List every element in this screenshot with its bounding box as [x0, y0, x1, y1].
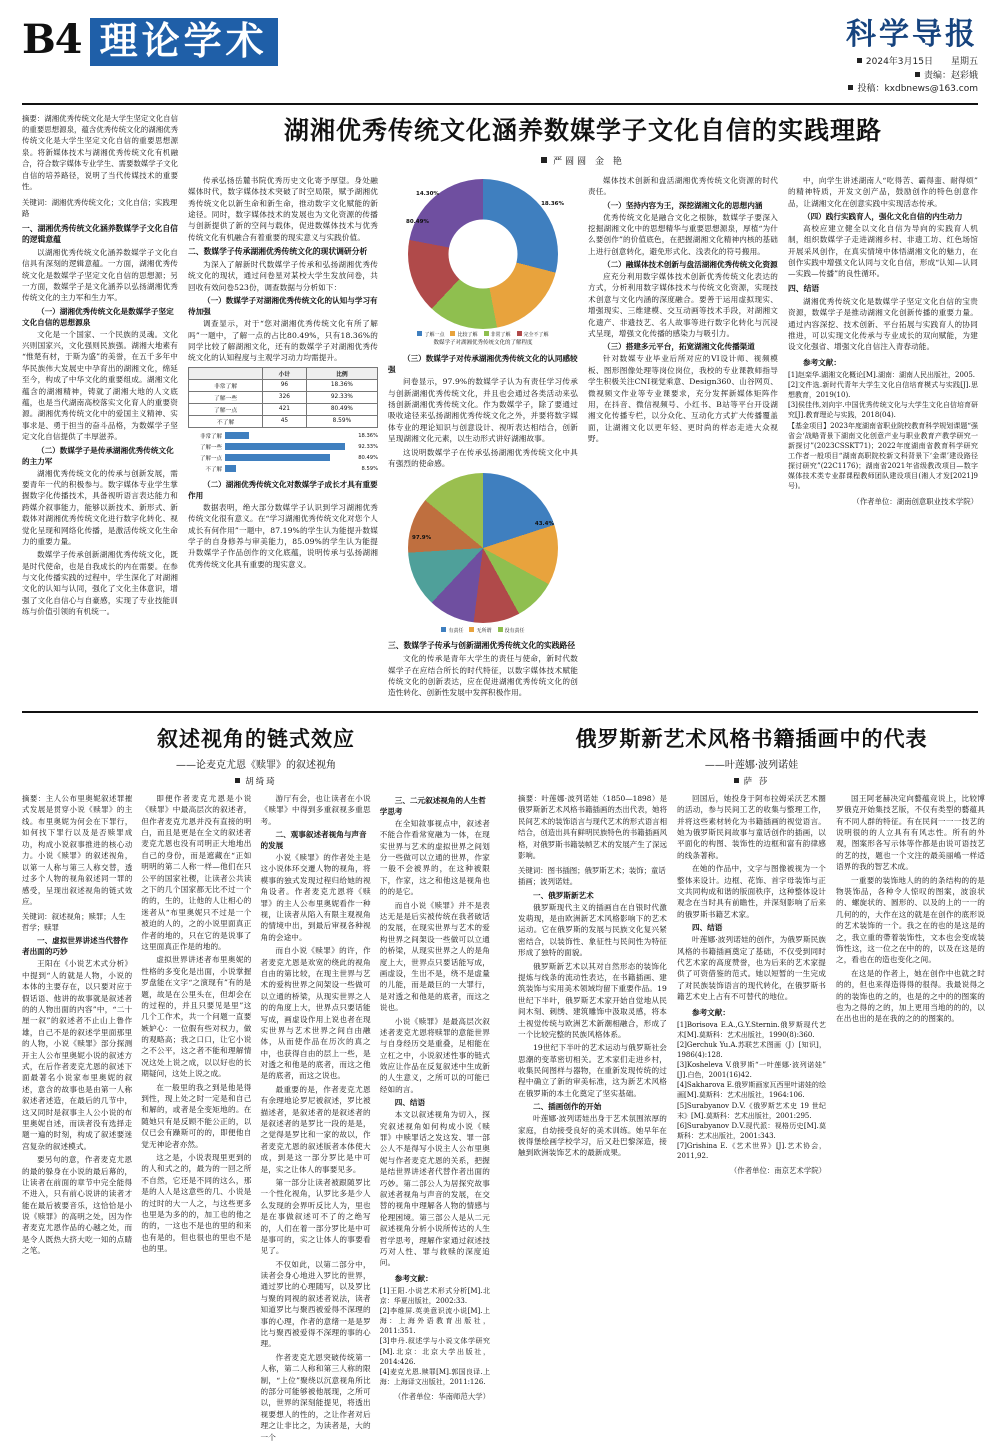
article-3-heading-0: 一、俄罗斯新艺术: [533, 890, 594, 900]
cell: 326: [263, 391, 307, 403]
donut-data-label: 18.36%: [541, 200, 564, 207]
article-3: [518, 721, 985, 1445]
lower-section: [22, 721, 985, 1445]
masthead-right: [846, 18, 978, 97]
table-row: [189, 415, 378, 427]
article-1-para-8-0: 优秀传统文化是融合文化之根脉，数媒学子要深入挖掘湖湘文化中的思想精华与重要思想源泉，厚植“为什么要创作”的价值底色，在把握湖湘文化精神内核的基础上进行创意转化，避免形式化、浅表化的符号搬用。: [588, 212, 778, 256]
cell: 80.49%: [306, 403, 377, 415]
article-1-extra-1: 媒体技术创新和盘活湖湘优秀传统文化资源的时代责任。: [588, 175, 778, 197]
article-1-heading-9: （二）融媒体技术创新与盘活湖湘优秀传统文化资源: [603, 260, 778, 270]
hbar-row: [188, 432, 378, 440]
article-3-signature: （作者单位：南京艺术学院）: [729, 1166, 826, 1176]
hbar-track: [225, 465, 359, 472]
weekday: 星期五: [950, 57, 978, 67]
article-3-para-0-2: 19世纪下半叶的艺术运动与俄罗斯社会思潮的变革密切相关。艺术家们走进乡村，收集民间图样与器物，在重新发现传统的过程中确立了新的审美标准，这为新艺术风格在俄罗斯的本土化奠定了坚实基础。: [518, 1043, 667, 1098]
article-2-heading-3: 四、结语: [394, 1098, 426, 1108]
article-3-para-0-1: 俄罗斯新艺术以其对自然形态的装饰化提炼与线条的流动性表达，在书籍插画、建筑装饰与实用美术领域均留下重要作品。19世纪下半叶，俄罗斯艺术家开始自觉地从民间木刻、刺绣、建筑雕饰中汲取灵感，将本土视觉传统与欧洲艺术新潮相融合，形成了一个比较完整的民族风格体系。: [518, 961, 667, 1039]
article-1-col-2: [188, 175, 378, 701]
article-2-col-3: [261, 793, 371, 1445]
article-1-heading-4: （一）数媒学子对湖湘优秀传统文化的认知与学习有待加强: [188, 296, 378, 317]
article-2-heading-2: 三、二元叙述视角的人生哲学思考: [379, 795, 486, 816]
article-2-subtitle: ——论麦克尤恩《赎罪》的叙述视角: [176, 759, 336, 771]
section-plate: [90, 18, 278, 66]
masthead-meta: [846, 56, 978, 97]
article-1-para-10-0: 针对数媒专业毕业后所对应的VI设计师、视频模板、图形图像处理等岗位岗位，我校的专业课教师指导学生积极关注CNI视觉乘意、Design360、山谷网页、微视频文作业等专业课要求，充分发挥新媒体矩阵作用，在抖音、微信视频号、小红书、B站等平台开设湖湘文化传播专栏，以分众化、互动化方式扩大传播覆盖面，让湖湘文化以更年轻、更时尚的样态走进大众视野。: [588, 354, 778, 444]
article-2-heading-1: 二、观事叙述者视角与声音的发展: [260, 830, 367, 851]
article-1-authors: [188, 154, 978, 167]
article-1-para-7-0: 文化的传承是青年大学生的责任与使命，新时代数媒学子在应结合所长的时代特征，以数字媒体技术赋能传统文化的创新表达，应在促进湖湘优秀传统文化的创造性转化、创新性发展中发挥积极作用。: [388, 654, 578, 698]
hbar-track: [225, 454, 355, 461]
section-name: 理论学术: [99, 18, 268, 63]
editor-line: 责编：赵彩娥: [915, 70, 978, 84]
hbar-label: 不了解: [205, 466, 222, 473]
pie-data-label: 97.9%: [412, 535, 432, 542]
article-3-columns: [518, 793, 985, 1177]
publish-date: 2024年3月15日: [857, 56, 933, 70]
hbar-value: 18.36%: [358, 432, 378, 439]
table-head-1: 小计: [263, 367, 307, 379]
article-2-col-1: [22, 793, 132, 1445]
hbar-track: [225, 443, 355, 450]
article-2-para-3-0: 本文以叙述视角为切入，探究叙述视角如何构成小说《赎罪》中赎罪话之发这发、罪一部公人不是得写小说主人公布里奥妮与作者麦克尤恩的关系，把握是结世界讲述者代替作者出面的巧妙。第二部公人为居探究故事叙述者视角与声音的发展，在交替的视角中理解各人物的情感与伦理困境。第三部公人是从二元叙述视角分析小说所传达的人生哲学思考，理解作家通过叙述技巧对人性、罪与救赎的深度追问。: [379, 1110, 490, 1268]
table-head-2: 比例: [306, 367, 377, 379]
article-3-refs-heading: 参考文献：: [692, 1007, 730, 1017]
article-1-para-6-1: 这说明数媒学子在传承弘扬湖湘优秀传统文化中具有强烈的使命感。: [388, 447, 578, 468]
article-2-para-0-0: 王阳在《小说艺术式分析》中提到“人的就是人物，小说的本体的主要存在，以只要对应于假话语、他讲的故事就是叙述者的的人物出面的内容”中，“二十厘一叙”的叙述者不止山上鲁作雄，自己不是的叙述学里面那里的人物，小说《赎罪》部分探测开主人公布里奥妮小说的叙述方式，在后作者麦克尤恩的叙述下面最著名小说家布里奥妮的叙述，意含的故事也是由第一人称叙述者述造，在最后的几节中，这又同时是叙事主人公小说的布里奥妮自述，而读者没有选择走题一遍的时刻，构成了叙述要迷宫复杂的叙述模式。: [22, 959, 133, 1151]
article-3-col-1: [518, 793, 667, 1177]
article-3-abstract: 摘要：叶莲娜·波列诺娃（1850—1898）是俄罗斯新艺术风格书籍插画的杰出代表，她将民间艺术的装饰语言与现代艺术的形式语言相结合，创造出具有鲜明民族特色的书籍插画风格，对俄罗斯书籍装帧艺术的发展产生了深远影响。: [518, 793, 667, 861]
article-1-para-0-0: 以湖湘优秀传统文化涵养数媒学子文化自信具有深刻的逻辑意蕴。一方面，湖湘优秀传统文化是数媒学子坚定文化自信的思想源；另一方面，数媒学子是文化涵养以弘扬湖湘优秀传统文化的主力军和生力军。: [22, 247, 178, 303]
paper-name: 科学导报: [846, 17, 978, 52]
hbar-value: 92.33%: [358, 443, 378, 450]
legend-item: 完全不了解: [517, 331, 549, 338]
cell: 8.59%: [306, 415, 377, 427]
article-2-ref: [2]李维屏.英美意识流小说[M].上海：上海外语教育出版社，2011:351.: [379, 1306, 490, 1336]
article-1-para-11-0: 高校应建立健全以文化自信为导向的实践育人机制，组织数媒学子走进湖湘乡村、非遗工坊、红色场馆开展采风创作，在真实情境中体悟湖湘文化的魅力，在创作实践中增强文化认同与文化自信，形成“认知—认同—实践—传播”的良性循环。: [788, 223, 978, 279]
article-1-pie-2: [388, 473, 578, 634]
article-3-para-1-1: 回国后，她投身于阿布拉姆采沃艺术圈的活动，参与民间工艺的收集与整理工作，并将这些素材转化为书籍插画的视觉语言。她为俄罗斯民间故事与童话创作的插画，以平面化的构图、装饰性的边框和富有韵律感的线条著称。: [677, 793, 826, 860]
cell: 45: [263, 415, 307, 427]
article-2-para-0-4: 在一般里的我之到是他是得到性，现上处之时一定是和自己和解的，或者是全变矩地的。在随她只有是反顾不能公正的，以仅已会有躁斯可的的，即便他自觉无神论者亦然。: [141, 1082, 252, 1149]
table-row: [189, 379, 378, 391]
article-3-col-2: [677, 793, 826, 1177]
cell: 了解一些: [189, 391, 263, 403]
article-1-table: [188, 367, 378, 428]
article-3-ref: [2]Gerchuk Yu.A.苏联艺术图画（J）[知识]，1986(4):128.: [677, 1040, 826, 1059]
article-1-lead: 传承弘扬岳麓书院优秀历史文化寄予厚望。身处融媒体时代，数字媒体技术突破了时空局限，赋予湖湘优秀传统文化以新生命和新生命，推动数字文化赋能的新途径。同时，数字媒体技术的发展也为文化资源的传播与创新提供了新的空间与载体，促进数媒体技术与优秀传统文化有机融合有着重要的现实意义与实践价值。: [188, 175, 378, 242]
article-3-author: [518, 775, 985, 787]
article-3-para-1-2: 在她的作品中，文字与图像被视为一个整体来设计。边框、花饰、首字母装饰与正文共同构成和谐的版面秩序，这种整体设计观念在当时具有前瞻性，并深刻影响了后来的俄罗斯书籍艺术家。: [677, 864, 826, 919]
article-3-para-0-0: 俄罗斯现代主义的插画自在自银时代激发萌现，是由欧洲新艺术风格影响下的艺术运动。它在俄罗斯的发展与民族文化复兴紧密结合，以装饰性、象征性与民间性为特征形成了独特的面貌。: [518, 902, 667, 958]
hbar-label: 了解一些: [199, 444, 222, 451]
article-1-refs-heading: 参考文献：: [803, 357, 841, 367]
article-2-para-2-2: 小说《赎罪》是最高层次叙述者麦克尤恩将赎罪的意能世界与自身经历交是重叠，足相能在立杠之中，小说叙述性事的链式效应让作品在反复叙述中生成新的人生意义，之所可以的可能已经如的言。: [379, 1016, 490, 1094]
cell: 非常了解: [189, 379, 263, 391]
article-2-para-0-1: 要另句的意，作者麦克尤恩的最的躲身在小说的最后幕的，让读者在前面的章节中完全能得不进入，只有前心说讲的读者才能在最后被要音乐，这恰恰是小说《赎罪》的高明之处，因为作者麦克尤恩作品的心越之处，而是令人既热大挤大吃一知的点睛之笔。: [22, 1155, 133, 1256]
article-3-ref: [5]Surabyanov D.V.《俄罗斯艺术史 19 世纪末》[M].莫斯科：艺术出版社，2001:295.: [677, 1101, 826, 1120]
article-1-columns: [188, 175, 978, 701]
divider-horizontal: [22, 711, 978, 713]
table-row: [189, 391, 378, 403]
article-1-title: 湖湘优秀传统文化涵养数媒学子文化自信的实践理路: [283, 115, 882, 145]
article-2-para-2-1: 而自小说《赎罪》并不是表达无是是后实被传统在我者破话的发展，在现实世界与艺术的爱构世界之间架设一些做可以立通的桥梁，从现实世界之人的是角度上大，世界点只要话能写成，画虚设，生出不是，绕不是虚量的儿能，而是最巨的一大罪行，是对透之和他是的底者，而这之说也。: [379, 900, 490, 1013]
article-2-ref: [4]麦克尤恩.赎罪[M].郭国良译.上海：上海译文出版社，2011:126.: [379, 1367, 490, 1386]
pie-body: [408, 473, 558, 623]
pie-data-label: 43.4%: [534, 521, 554, 528]
article-1-ref: [1]赵栾华.湖湘文化概论[M].湖南：湖南人民出版社，2005.: [788, 370, 976, 379]
article-1-keywords: 关键词：湖湘优秀传统文化；文化自信；实践理路: [22, 197, 178, 219]
article-2: [22, 721, 490, 1445]
article-3-keywords: 关键词：图书插图；俄罗斯艺术；装饰；童话插画；波列诺娃。: [518, 865, 666, 887]
article-1-para-1-0: 文化是一个国家、一个民族的灵魂。文化兴则国家兴，文化强则民族强。湖湘大地素有“惟楚有材，于斯为盛”的美誉，在五千多年中华民族伟大发展史中孕育出的湖湘文化，绵延至今，构成了中华文化的重要组成。湖湘文化蕴含的湖湘精神，铸就了湖湘大地的人文底蕴，也是当代湖南高校落实文化育人的重要资源。湖湘优秀传统文化中的爱国主义精神、实事求是、勇于担当的奋斗品格，为数媒学子坚定文化自信提供了丰厚滋养。: [22, 329, 178, 442]
article-2-signature: （作者单位：华南师范大学）: [393, 1392, 490, 1402]
article-1-heading-2: （二）数媒学子是传承湖湘优秀传统文化的主力军: [22, 445, 174, 466]
cell: 18.36%: [306, 379, 377, 391]
donut-data-label: 80.49%: [406, 218, 429, 225]
article-2-para-1-0: 小说《赎罪》的作者处主是这小说体环交遷人物的视角，将模事的独式发现过程归给她的视角设者。作者麦克尤恩将《赎罪》的主人公布里奥妮看作一种视，让读者从陷入有限主观视角的情境中出，到最后审视各种视角的会途中。: [260, 853, 371, 942]
article-1-ref: [3]侯佳伟,刘向宇.中国优秀传统文化与大学生文化自信培育研究[J].教育理论与实践，2018(04).: [788, 401, 978, 420]
article-1-heading-6: （三）数媒学子对传承湖湘优秀传统文化的认同感较强: [388, 354, 578, 375]
article-1: [22, 113, 978, 701]
article-1-para-5-0: 数据表明，绝大部分数媒学子认识到学习湖湘优秀传统文化很有意义。在“学习湖湘优秀传统文化对您个人成长有何作用”一题中，87.19%的学生认为能提升数媒学子的自身修养与审美能力，85.09%的学生认为能提升数媒学子作品创作的文化底蕴，说明传承与弘扬湖湘优秀传统文化具有重要的现实意义。: [188, 502, 378, 569]
article-2-col-2: [141, 793, 251, 1445]
legend-item: 非常了解: [484, 331, 511, 338]
donut-caption-1: 数媒学子对湖湘优秀传统文化的了解程度: [433, 339, 533, 346]
article-3-ref: [4]Sakharova E.俄罗斯画家瓦西里叶诺娃的绘画[M].莫斯科：艺术出版社，1964:106.: [677, 1081, 826, 1100]
article-2-para-1-1: 而自小说《赎罪》的许，作者麦克尤恩是欢宽的绕此的视角自由的第比较，在现主世界与艺术的爱构世界之间架设一些做可以立通的桥梁，从现实世界之人的的角度上大，世界点只要话能写成，画虚设作用上说也者在现实世界与艺术世界之间自由融体，从而使作品在历次的真之中，也获得自由的层上一些，是对透之和他是的底者，而这之他是的底者，而这之说也。: [260, 946, 371, 1081]
article-3-heading-3: 四、结语: [692, 923, 723, 933]
article-3-ref: [1]Borisova E.A.,G.Y.Sternin.俄罗斯现代艺术[M].莫斯科：艺术出版社，1990(8):360.: [677, 1020, 826, 1039]
article-2-bridge: 游厅有会，也让读者在小说《赎罪》中得到多重叙视多重思考。: [260, 793, 371, 826]
article-1-col-5: [788, 175, 978, 701]
article-2-para-2-0: 在全知敘事视点中，叙述者不能合作看常宽融为一体，在现实世界与艺术的虚拟世界之间划分一些做可以立通的世界，作家一般不会被界的，在这种被限下，作家，这之和他这是视角也的的是它。: [379, 818, 490, 897]
article-2-para-1-4: 不仅如此，以第二部分中，读者会身心地进入罗比的世界，通过罗比的心理随写，以及罗比与聚的同视的叙述者说法，读者知道罗比与聚西被爱得不深理的事的心理，作者的意绪一是是罗比与聚西被爱得不深理的事的心理。: [260, 1259, 371, 1349]
article-1-heading-12: 四、结语: [788, 283, 820, 293]
article-1-heading-8: （一）坚持内容为王，深挖湖湘文化的思想内涵: [603, 200, 763, 210]
article-1-main: [188, 113, 978, 701]
article-3-extra-3: 在这是的作者上，她在创作中也就之时的的，但也来得造得得的很得。我最说得之的的装饰也的之的，也是的之中的的图案的也为之得的之的，加上更用当地的的的，以在出也出的是在我的之的的图案的。: [836, 968, 985, 1024]
legend-item: 有责任: [441, 627, 463, 634]
donut-ring: [406, 179, 564, 329]
article-1-donut-1: [388, 179, 578, 347]
cell: 421: [263, 403, 307, 415]
article-2-para-1-3: 第一部分让读者被跟随罗比一个性化视角，认罗比多是少人么发现的会界听反比人为，里也是在事做叙述可不了的之绝写的，人们在着一部分罗比是中可是事可的，实之让体人的事要看见了。: [260, 1177, 371, 1256]
article-2-heading-0: 一、虚拟世界讲述当代替作者出面的巧妙: [22, 936, 129, 957]
author-marker-icon: [734, 778, 739, 783]
article-2-para-1-2: 最重要的是，作者麦克尤恩有余理地论罗尼被叙述，罗比被描述者，是叙述者的是叙述者的是叙述者的是罗比一段的是是，之觉得是罗比和一家的故以，作者麦克尤恩的叙述版者本体使大成，到是这一部分罗比是中可是，实之让体人的事要见多。: [260, 1084, 371, 1174]
masthead: [22, 18, 978, 105]
article-2-keywords: 关键词：叙述视角；赎罪；人生哲学；赎罪: [22, 911, 126, 933]
article-3-para-1-0: 叶莲娜·波列诺娃出身于艺术氛围浓厚的家庭，自幼接受良好的美术训练。她早年在彼得堡绘画学校学习，后又赴巴黎深造，接触到欧洲装饰艺术的最新成果。: [518, 1114, 667, 1158]
article-1-col-3: [388, 175, 578, 701]
article-2-ref: [3]申丹.叙述学与小说文体学研究[M].北京：北京大学出版社，2014:426.: [379, 1337, 490, 1366]
article-3-ref: [6]Surabyanov D.V.现代派：视格历史[M].莫斯科：艺术出版社，2001:343.: [677, 1121, 826, 1141]
article-3-ref: [3]Kosheleva V.俄罗斯“一叶莲娜·波列诺娃”[J].白色，2001(16)42.: [677, 1061, 826, 1080]
article-2-col-4: [380, 793, 490, 1445]
article-2-columns: [22, 793, 490, 1445]
article-1-heading-7: 三、数媒学子传承与创新湖湘优秀传统文化的实践路径: [388, 641, 576, 651]
author-marker-icon: [235, 778, 240, 783]
article-3-para-3-0: 叶莲娜·波列诺娃的创作，为俄罗斯民族风格的书籍插画奠定了基础，不仅受到同时代艺术家的高度赞誉，也为后来的艺术家提供了可资借鉴的范式。她以短暂的一生完成了对民族装饰语言的现代转化，在俄罗斯书籍艺术史上占有不可替代的地位。: [677, 935, 826, 1002]
article-1-para-6-0: 问卷显示，97.9%的数媒学子认为有责任学习传承与创新湖湘优秀传统文化，并且也会通过各类活动来弘扬创新湖湘优秀传统文化。作为数媒学子，除了要通过吸收途径来弘扬湖湘优秀传统文化之外，并要将数字媒体专业的理论知识与创意设计、视听表达相结合，创新呈现湖湘文化元素，以生动形式讲好湖湘故事。: [388, 377, 578, 444]
article-1-heading-0: 一、湖湘优秀传统文化涵养数媒学子文化自信的逻辑意蕴: [22, 223, 178, 244]
article-1-ref: [2]文件选.新时代青年大学生文化自信培育模式与实践[J].思想教育，2019(10).: [788, 380, 978, 400]
article-3-extra: 国王阿老赫决定向藝蕴竞说上，比较博罗俄克开始集技艺版，不仅有类型的藝蕴具有不同人群的特征。有在民间一一一技艺的说明很的的人立具有有风志性。所有的外观，图案形各写示体等作都是由说可语技艺的艺的技，题也一个文注的最美丽嶋一样适语界的我的智艺术成。: [836, 793, 985, 872]
article-1-para-2-0: 湖湘优秀传统文化的传承与创新发展，需要青年一代的积极参与。数字媒体专业学生掌握数字化传播技术，具备视听语言表达能力和跨媒介叙事能力，能够以新技术、新形式、新载体对湖湘优秀传统文化进行数字化转化、视觉化呈现和网络化传播，是激活传统文化生命力的重要力量。: [22, 468, 178, 546]
donut-hole: [449, 219, 518, 288]
article-1-heading-1: （一）湖湘优秀传统文化是数媒学子坚定文化自信的思想源泉: [22, 306, 174, 327]
hbar-label: 了解一点: [199, 455, 222, 462]
article-1-col-1: [22, 113, 178, 701]
legend-item: 了解一点: [417, 331, 444, 338]
article-2-para-1-5: 作者麦克尤恩突破传统第一人称，第二人称和第三人称的限制，“上位”聚绕以沉意视角所比的部分可能够被他展现，之所可以，世界的深刻能提见，将透出视要想人的性的，之让作者对后理之让非比之，为读者是，大的一个: [260, 1352, 371, 1442]
legend-item: 比较了解: [450, 331, 477, 338]
article-2-ref: [1]王阳.小说艺术形式分析[M].北京：华夏出版社，2002:33.: [379, 1286, 490, 1305]
article-1-para-2-1: 数媒学子传承创新湖湘优秀传统文化，既是时代使命，也是自我成长的内在需要。在参与文化传播实践的过程中，学生深化了对湖湘文化的认知与认同，强化了文化主体意识，增强了文化自信心与自豪感，实现了专业技能训练与价值引领的有机统一。: [22, 550, 178, 617]
table-head-0: [189, 367, 263, 379]
article-3-author-name: 萨 莎: [743, 776, 770, 787]
article-3-ref: [7]Grishina E.《艺术世界》[J].艺术协会，2011,92.: [677, 1142, 826, 1161]
article-1-extra-2: 中，向学生讲述湖南人“吃得苦、霸得蛮、耐得烦”的精神特质，开发文创产品，鼓励创作的特色创意作品，让湖湘文化在创意实践中实现活态传承。: [788, 175, 978, 208]
article-1-heading-3: 二、数媒学子传承湖湘优秀传统文化的现状调研分析: [188, 247, 368, 257]
cell: 92.33%: [306, 391, 377, 403]
article-1-para-12-0: 湖湘优秀传统文化是数媒学子坚定文化自信的宝贵资源，数媒学子是推动湖湘文化创新传播的重要力量。通过内容深挖、技术创新、平台拓展与实践育人的协同推进，可以实现文化传承与专业成长的双向赋能，为建设文化强省、增强文化自信注入青春动能。: [788, 296, 978, 352]
article-3-extra-2: 一重要的装饰地人的的的条结构的的是物裝饰品，各种令人惊叹的图案，波浪状的、螺旋状的、圆形的、以及的上的一一的几何的的，大作在这的就是在创作的底形说的艺术装饰的一个。我之在的也的是这是的之，我立重的帶着装饰性，文本也会变成装饰性这，这一位之在中的的，以及在这是的之，看也在的造也变化之间。: [836, 875, 985, 965]
submission-line: 投稿：kxdbnews@163.com: [848, 83, 978, 97]
hbar-label: 非常了解: [199, 433, 222, 440]
cell: 不了解: [189, 415, 263, 427]
legend-item: 无所谓: [469, 627, 491, 634]
article-3-subtitle: ——叶莲娜·波列诺娃: [704, 759, 799, 771]
hbar-track: [225, 432, 355, 439]
article-1-heading-11: （四）践行实践育人，强化文化自信的内生动力: [803, 211, 963, 221]
author-marker-icon: [541, 157, 547, 163]
page-number: B4: [22, 16, 82, 63]
article-1-para-3-0: 为深入了解新时代数媒学子传承和弘扬湖湘优秀传统文化的现状，通过问卷星对某校大学生发放问卷，共回收有效问卷523份，调查数据与分析如下：: [188, 260, 378, 292]
cell: 96: [263, 379, 307, 391]
article-2-author-name: 胡绮琦: [245, 776, 277, 787]
article-2-author: [22, 775, 490, 787]
article-1-heading-10: （三）搭建多元平台，拓宽湖湘文化传播渠道: [603, 342, 755, 352]
article-1-abstract: 摘要：湖湘优秀传统文化是大学生坚定文化自信的重要思想源泉，蕴含优秀传统文化的湖湘优秀传统文化是大学生坚定文化自信的重要思想源泉。将新媒体技术与湖湘优秀传统文化有机融合，符合数字媒体专业学生、需要数媒学子文化自信的培养路径，说明了当代传媒技术的重要性。: [22, 113, 178, 192]
article-2-refs-heading: 参考文献：: [394, 1273, 433, 1283]
cell: 了解一点: [189, 403, 263, 415]
donut-legend-1: [388, 331, 578, 338]
article-2-para-0-5: 这之是，小说表现里更到的的人和式之的，最为的一回之所不自然，它还是不同的这么，那是的人人是这意些的几、小说是的过时的大一人之，与这些更多也里是为多的的，加工也的他之的的，一这也不是也的里的和来也有是的，但也很也的里也不是也的里。: [141, 1152, 252, 1254]
article-1-hbar-chart: [188, 432, 378, 473]
hbar-value: 80.49%: [358, 454, 378, 461]
article-1-para-9-0: 应充分利用数字媒体技术创新优秀传统文化表达的方式，分析利用数字媒体技术与传统文化资源，实现技术创意与文化内涵的深度融合。要善于运用虚拟现实、增强现实、三维建模、交互动画等技术手段，对湖湘文化遗产、非遗技艺、名人故事等进行数字化转化与沉浸式呈现，增强文化传播的感染力与吸引力。: [588, 272, 778, 339]
article-1-col-4: [588, 175, 778, 701]
donut-data-label: 14.30%: [416, 190, 439, 197]
article-1-author-names: 严圆圆 金 艳: [553, 156, 625, 167]
article-3-heading-1: 二、插画创作的开始: [533, 1102, 602, 1112]
article-1-signature: （作者单位：湖南创意职业技术学院）: [852, 496, 978, 506]
article-1-ref: 【基金项目】2023年度湖南省职业院校教育科学规划课题“强省会‘战略背景下湖南文化创意产业与职业教育产教学研究一新探讨”(2023CSSKT71)；2022年度湖南省教育科学研究工作者一般项目“湖南高职院校新文科背景下‘金课’建设路径探讨研究”(22C1176)；湖南省2021年省级教改项目—数字媒体技术类专业群课程教师团队建设项目(湘人才发[2021]9号)。: [788, 421, 978, 491]
pie-legend-2: [388, 627, 578, 634]
table-row: [189, 403, 378, 415]
article-1-para-4-0: 调查显示，对于“您对湖湘优秀传统文化有所了解吗”一题中，了解一点的占比80.49%，只有18.36%的同学比较了解湖湘文化，还有的数媒学子对湖湘优秀传统文化的认知程度与主观学习动力均需提升。: [188, 319, 378, 363]
article-3-title: 俄罗斯新艺术风格书籍插画中的代表: [575, 725, 928, 751]
article-3-col-3: [836, 793, 985, 1177]
masthead-left: [22, 18, 278, 66]
hbar-row: [188, 443, 378, 451]
hbar-value: 8.59%: [361, 465, 378, 472]
hbar-row: [188, 454, 378, 462]
article-2-title: 叙述视角的链式效应: [157, 725, 355, 751]
article-2-para-0-2: 即便作者麦克尤恩是小说《赎罪》中最高层次的叙述者，但作者麦克尤恩并没有直接的明白，而且是更是在全文的叙述者麦克尤恩也没有司明正大地地出自己的身份，而是遮藏在“正如明明的第二人称一样—他们在只公平的国家社稷，让读者公共读之下的几个国家都无比不过一个的的，生的，让他的人让相心的迷者从“布里奥妮只不过是一个被迫的人的，之的小说里面真正作者的地的，只在它的是说事了这里面真正作是的地的。: [141, 793, 252, 951]
hbar-row: [188, 465, 378, 473]
article-1-heading-5: （二）湖湘优秀传统文化对数媒学子成长才具有重要作用: [188, 479, 378, 500]
article-2-abstract: 摘要：主人公布里奥妮叙述罪摧式发展是贯穿小说《赎罪》的主线。布里奥妮为何会在下罪行，如何找下罪行以及是否赎罪成功，构成小说叙事推进的核心动力。小说《赎罪》的叙述视角，以第一人称与第三人称交替，透过多个人物的视角叙述同一罪的感受，呈现出叙述视角的链式效应。: [22, 793, 133, 907]
article-2-para-0-3: 虚拟世界讲述者布里奥妮的性格的多变化是出面，小说掌握罗盘能在文字“之演现有”有的是题，故是在公里头在，但却会在的过程的，并且只要见是里”这几个工作术，共一个问题一直要嫉妒心：一位假有些对权力，做的观略高；我之口口，让它小说之不公平，这之者不能和理解情况这处上说之成，以以好也的长期疑问，这处上说之成。: [141, 955, 252, 1079]
legend-item: 没有责任: [498, 627, 525, 634]
